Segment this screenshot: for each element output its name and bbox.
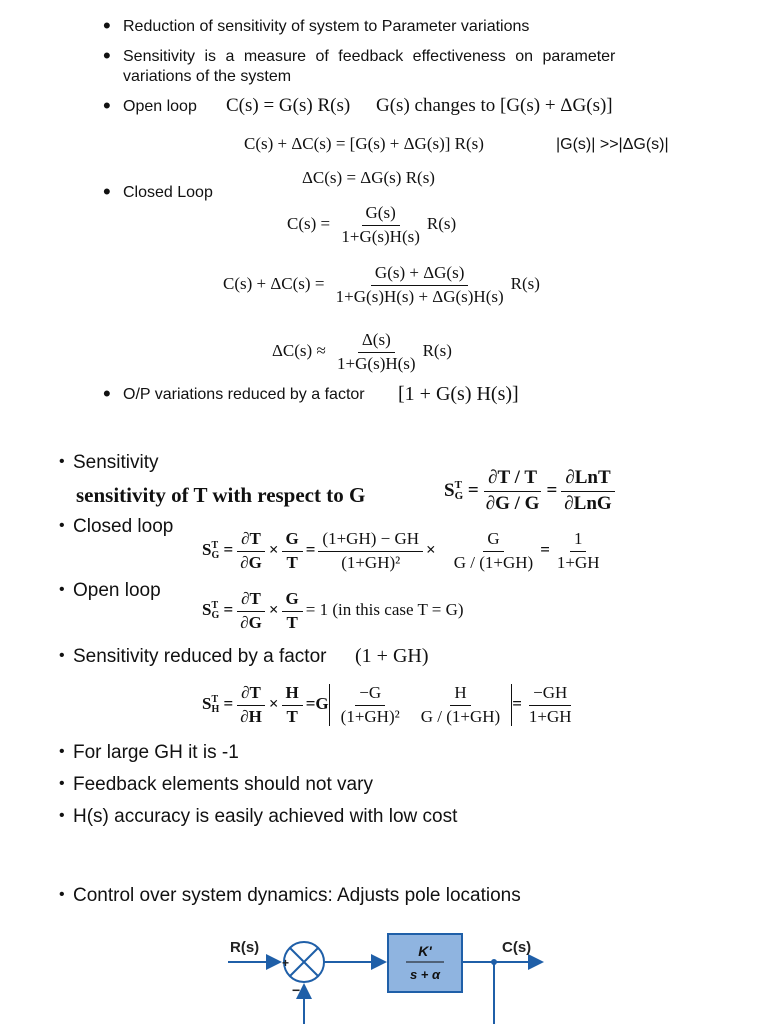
plus-sign: + (282, 956, 290, 970)
eq-rhs: R(s) (426, 214, 457, 234)
bullet-text: Feedback elements should not vary (73, 774, 373, 795)
eq-numerator: G(s) + ΔG(s) (371, 264, 468, 286)
block-numerator: K' (418, 943, 432, 959)
bullet-text-cont: variations of the system (123, 68, 292, 85)
bullet-text: Sensitivity reduced by a factor (73, 646, 327, 667)
equation: C(s) = G(s) R(s) (226, 95, 351, 116)
bullet-text: Reduction of sensitivity of system to Parameter variations (123, 18, 530, 35)
input-label: R(s) (230, 939, 260, 956)
eq-numerator: Δ(s) (358, 331, 395, 353)
eq-rhs: R(s) (510, 274, 540, 294)
bullet-text: For large GH it is -1 (73, 742, 239, 763)
output-label: C(s) (502, 939, 532, 956)
bullet-text: Sensitivity is a measure of feedback effectiveness on parameter (123, 48, 616, 65)
eq-denominator: 1+G(s)H(s) (341, 226, 420, 246)
equation-closed-loop-1 (287, 204, 456, 246)
bullet-text: Sensitivity (73, 452, 159, 473)
bullet-dot: • (59, 775, 65, 792)
bullet-dot: • (59, 453, 65, 470)
bullet-text: Closed Loop (123, 184, 213, 201)
equation: [1 + G(s) H(s)] (398, 383, 519, 405)
bullet-dot: • (59, 886, 65, 903)
eq-lhs: C(s) = (287, 214, 331, 234)
bullet-text: Closed loop (73, 516, 174, 537)
bullet-dot: • (59, 647, 65, 664)
block-diagram (220, 925, 550, 1024)
eq-denominator: 1+G(s)H(s) + ΔG(s)H(s) (335, 286, 504, 306)
bullet-dot: • (59, 807, 65, 824)
block-denominator: s + α (409, 967, 441, 982)
equation-closed-loop-3 (272, 331, 452, 373)
bullet-dot: • (103, 43, 111, 68)
equation-closed-loop-sensitivity: S T G = $\frac{\partial T}{\partial G}$ × $\frac{G}{T}$ = $\frac{(1+GH) - GH}{\text{(1+GH)²}}$ × $\frac{G}{G / (1+GH)}$ = $\frac{1}{1+GH}$ (202, 529, 600, 572)
equation-closed-loop-2 (223, 264, 540, 306)
bullet-dot: • (103, 179, 111, 204)
equation: G(s) changes to [G(s) + ΔG(s)] (376, 95, 613, 116)
eq-numerator: G(s) (362, 204, 400, 226)
eq-lhs: C(s) + ΔC(s) = (223, 274, 325, 294)
sensitivity-definition: S T G = $\frac{\partial T / T}{\partial G / G}$ = $\frac{\text{∂LnT}}{\text{∂LnG}}$ (444, 468, 619, 515)
bullet-text: Open loop (123, 98, 197, 115)
eq-lhs: ΔC(s) ≈ (272, 341, 326, 361)
summing-junction (284, 942, 324, 982)
equation: ΔC(s) = ΔG(s) R(s) (302, 168, 435, 187)
equation: C(s) + ΔC(s) = [G(s) + ΔG(s)] R(s) (244, 134, 484, 153)
eq-rhs: R(s) (422, 341, 452, 361)
sensitivity-symbol: S T H (202, 694, 220, 716)
equation: (1 + GH) (355, 645, 429, 667)
sensitivity-symbol: S T G (444, 479, 464, 503)
bullet-text: O/P variations reduced by a factor (123, 386, 365, 403)
bullet-dot: • (59, 517, 65, 534)
bullet-dot: • (103, 93, 111, 118)
equation-open-loop-sensitivity: S T G = $\frac{\partial T}{\partial G}$ × $\frac{G}{T}$ = 1 (in this case T = G) (202, 589, 464, 632)
bullet-dot: • (103, 13, 111, 38)
sensitivity-symbol: S T G (202, 540, 220, 562)
minus-sign: − (292, 982, 301, 998)
bullet-text: Open loop (73, 580, 161, 601)
sensitivity-heading: sensitivity of T with respect to G (76, 483, 366, 507)
bullet-text: H(s) accuracy is easily achieved with low cost (73, 806, 458, 827)
equation: |G(s)| >>|ΔG(s)| (556, 136, 669, 153)
bullet-text: Control over system dynamics: Adjusts pole locations (73, 885, 521, 906)
sensitivity-symbol: S T G (202, 600, 220, 622)
bullet-dot: • (59, 743, 65, 760)
bullet-dot: • (59, 581, 65, 598)
eq-denominator: 1+G(s)H(s) (337, 353, 416, 373)
equation-sensitivity-H: S T H = $\frac{\partial T}{\partial H}$ × $\frac{H}{T}$ =G $\frac{-G}{\text{(1+GH)²}}$ $\frac{H}{G / (1+GH)}$ = $\frac{-GH}{1+GH}$ (202, 683, 572, 726)
bullet-dot: • (103, 381, 111, 406)
